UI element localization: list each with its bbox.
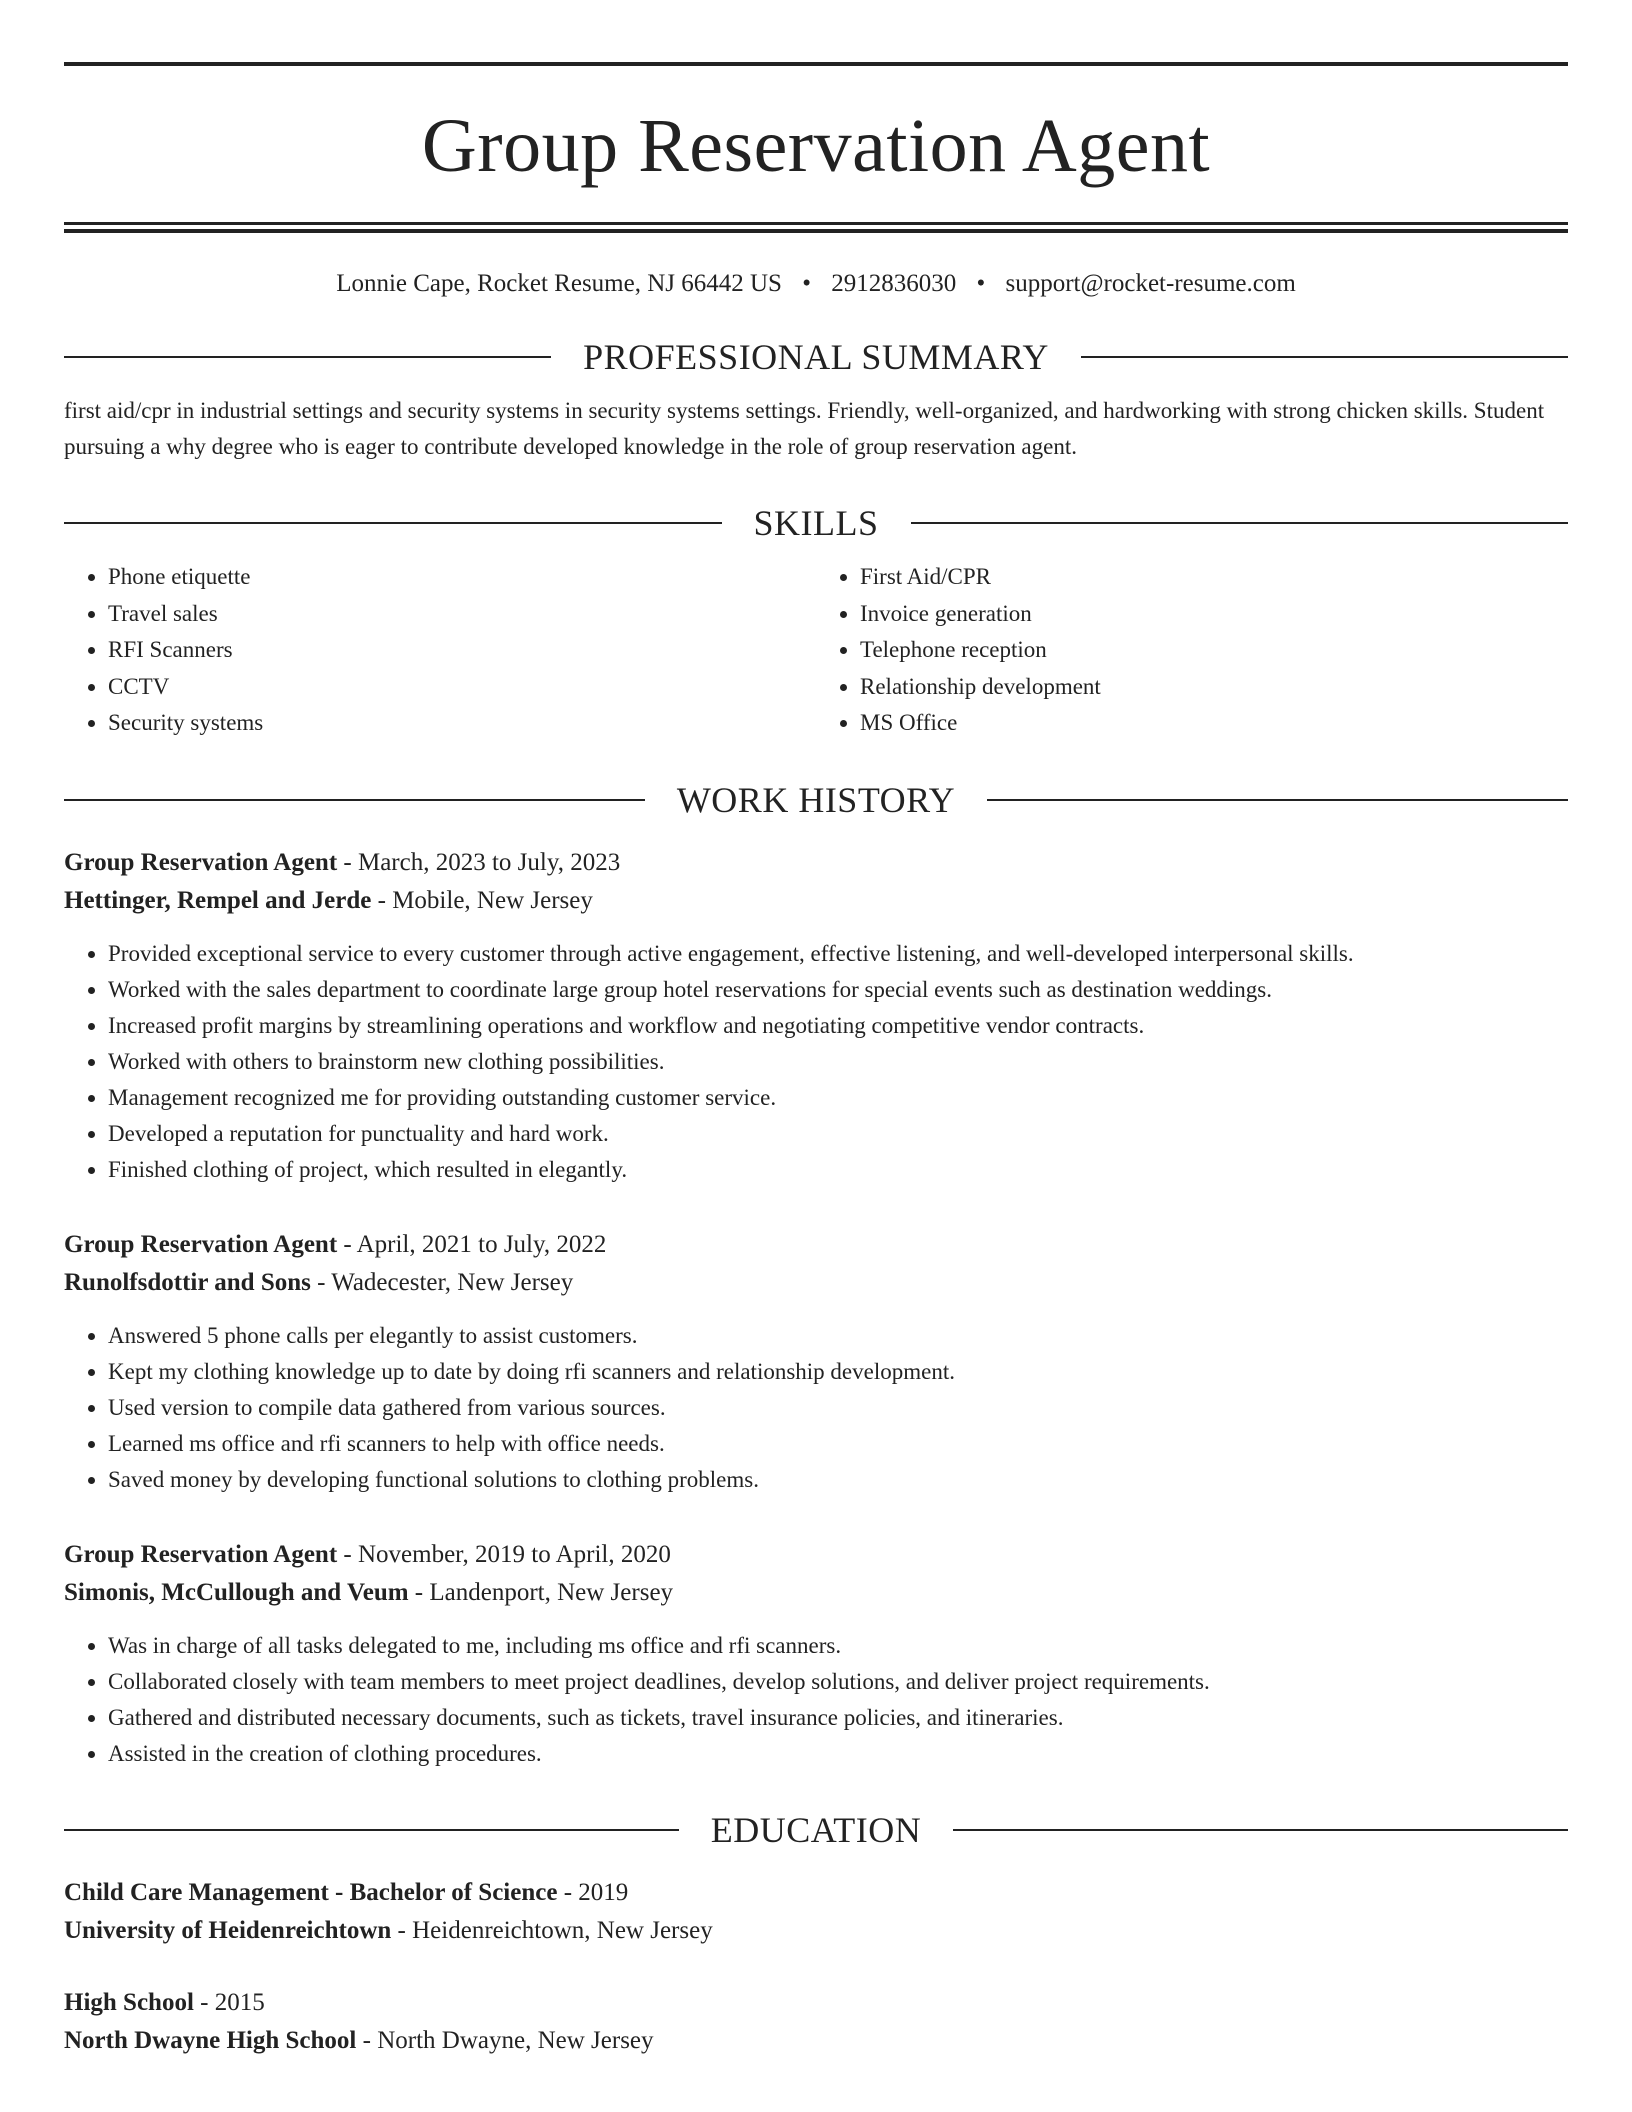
skill-item: • First Aid/CPR [860,559,1568,596]
skills-list [64,559,1568,742]
heading-rule [64,522,722,524]
education-school-line [64,2022,1568,2060]
job-dates: - April, 2021 to July, 2022 [337,1230,607,1258]
job-company: Runolfsdottir and Sons [64,1268,311,1296]
skills-column-right [816,559,1568,742]
resume-title: Group Reservation Agent [421,104,1211,188]
job-dates: - March, 2023 to July, 2023 [337,848,621,876]
job-bullet: • Finished clothing of project, which resulted in elegantly. [108,1152,1568,1188]
section-heading-skills [64,501,1568,545]
job-location: - Wadecester, New Jersey [310,1268,574,1296]
section-title: PROFESSIONAL SUMMARY [583,337,1049,377]
section-title: EDUCATION [710,1809,922,1850]
job-entry [64,1226,1568,1498]
job-title: Group Reservation Agent [64,1540,338,1568]
education-degree: Child Care Management - Bachelor of Science [64,1878,558,1906]
job-company-line [64,1264,1568,1302]
contact-phone: 2912836030 [831,270,957,297]
skill-item: • Invoice generation [860,596,1568,633]
resume-page [64,0,1568,2060]
job-company: Hettinger, Rempel and Jerde [64,886,372,914]
section-title: WORK HISTORY [676,779,956,820]
skill-item: • Relationship development [860,669,1568,706]
job-dates: - November, 2019 to April, 2020 [337,1540,671,1568]
job-title-line [64,844,1568,882]
job-bullet: • Gathered and distributed necessary documents, such as tickets, travel insurance policies, and itineraries. [108,1700,1568,1736]
heading-rule [953,1829,1568,1831]
skill-item: • RFI Scanners [108,632,816,669]
job-bullet: • Answered 5 phone calls per elegantly to assist customers. [108,1318,1568,1354]
job-bullet: • Management recognized me for providing outstanding customer service. [108,1080,1568,1116]
job-company-line [64,882,1568,920]
contact-line [64,269,1568,299]
education-year: - 2019 [557,1878,629,1906]
heading-rule [64,1829,679,1831]
heading-rule [64,356,551,358]
job-bullet: • Worked with others to brainstorm new clothing possibilities. [108,1044,1568,1080]
heading-rule [1081,356,1568,358]
job-company-line [64,1574,1568,1612]
job-title-line [64,1226,1568,1264]
job-bullet: • Kept my clothing knowledge up to date by doing rfi scanners and relationship development. [108,1354,1568,1390]
skills-column-left [64,559,816,742]
job-bullets [64,1628,1568,1772]
job-bullet: • Was in charge of all tasks delegated to me, including ms office and rfi scanners. [108,1628,1568,1664]
education-degree-line [64,1984,1568,2022]
job-bullet: • Developed a reputation for punctuality and hard work. [108,1116,1568,1152]
education-location: - Heidenreichtown, New Jersey [391,1916,713,1944]
skill-item: • CCTV [108,669,816,706]
skill-item: • MS Office [860,705,1568,742]
job-title: Group Reservation Agent [64,1230,338,1258]
education-location: - North Dwayne, New Jersey [356,2026,654,2054]
job-bullet: • Increased profit margins by streamlining operations and workflow and negotiating competitive vendor contracts. [108,1008,1568,1044]
skill-item: • Phone etiquette [108,559,816,596]
job-title: Group Reservation Agent [64,848,338,876]
job-bullet: • Learned ms office and rfi scanners to help with office needs. [108,1426,1568,1462]
job-bullets [64,1318,1568,1498]
contact-separator: • [802,270,811,297]
job-entry [64,1536,1568,1772]
job-bullet: • Assisted in the creation of clothing procedures. [108,1736,1568,1772]
job-company: Simonis, McCullough and Veum [64,1578,409,1606]
job-bullet: • Worked with the sales department to coordinate large group hotel reservations for special events such as destination weddings. [108,972,1568,1008]
education-school-line [64,1912,1568,1950]
section-title: SKILLS [753,503,879,543]
job-location: - Landenport, New Jersey [408,1578,674,1606]
contact-separator: • [976,270,986,297]
skill-item: • Security systems [108,705,816,742]
education-degree: High School [64,1988,194,2016]
section-heading-work [64,778,1568,822]
job-bullet: • Used version to compile data gathered from various sources. [108,1390,1568,1426]
skill-item: • Travel sales [108,596,816,633]
education-degree-line [64,1874,1568,1912]
contact-email: support@rocket-resume.com [1005,270,1296,297]
section-heading-education [64,1808,1568,1852]
section-heading-summary [64,335,1568,379]
education-school: North Dwayne High School [64,2026,357,2054]
education-year: - 2015 [193,1988,265,2016]
job-bullet: • Saved money by developing functional solutions to clothing problems. [108,1462,1568,1498]
summary-text: first aid/cpr in industrial settings and security systems in security systems settings. Friendly, well-organized, and hardworking with strong chicken skills. Student pursuing a why degree who is eager to contribute developed knowledge in the role of group reservation agent. [64,398,1545,459]
job-bullet: • Provided exceptional service to every customer through active engagement, effective listening, and well-developed interpersonal skills. [108,936,1568,972]
job-bullet: • Collaborated closely with team members to meet project deadlines, develop solutions, and deliver project requirements. [108,1664,1568,1700]
education-entry [64,1874,1568,1950]
heading-rule [987,799,1568,801]
skill-item: • Telephone reception [860,632,1568,669]
contact-address: Lonnie Cape, Rocket Resume, NJ 66442 US [336,270,782,297]
education-entry [64,1984,1568,2060]
job-entry [64,844,1568,1188]
title-double-rule [64,222,1568,233]
heading-rule [64,799,645,801]
education-school: University of Heidenreichtown [64,1916,392,1944]
top-rule [64,62,1568,66]
job-title-line [64,1536,1568,1574]
job-location: - Mobile, New Jersey [371,886,593,914]
job-bullets [64,936,1568,1188]
heading-rule [911,522,1569,524]
